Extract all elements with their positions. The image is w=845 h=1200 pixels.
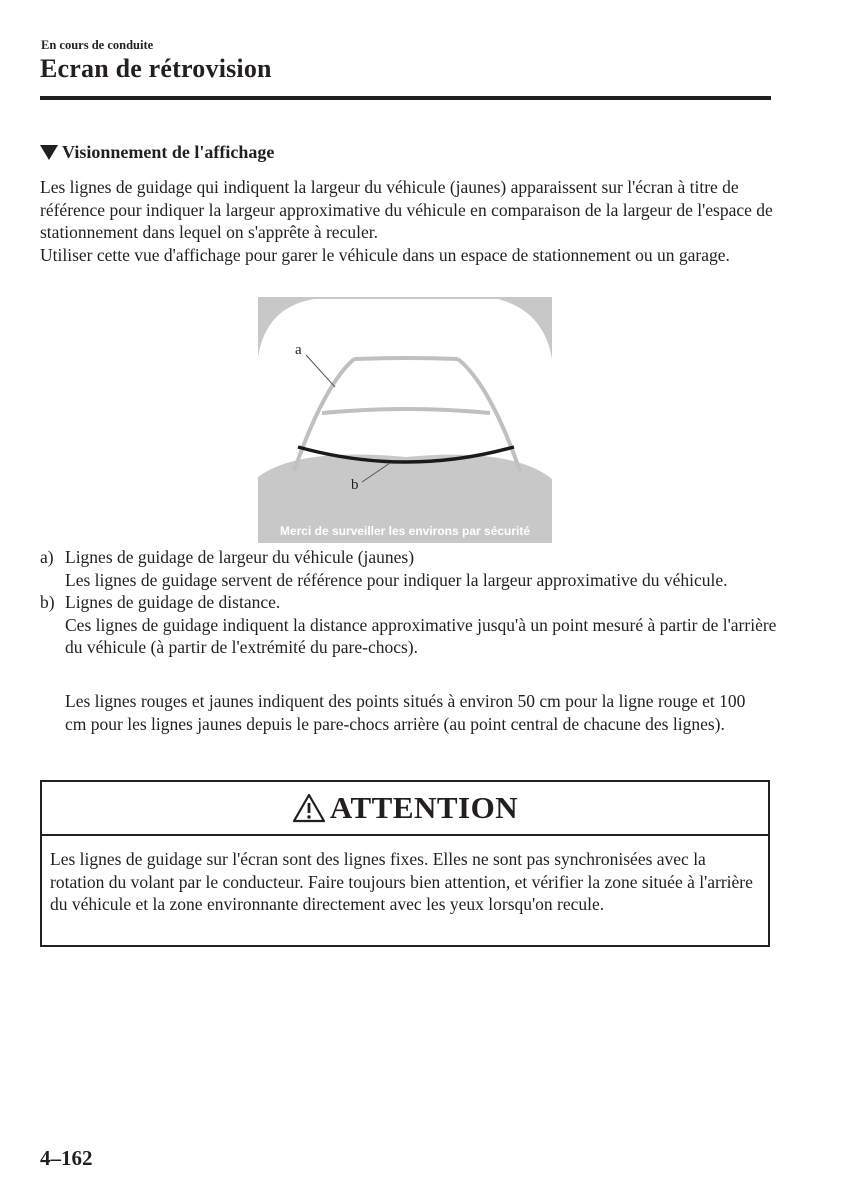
list-marker: a) [40, 547, 54, 567]
warning-title: ATTENTION [329, 790, 519, 825]
list-item-title: Lignes de guidage de largeur du véhicule (jaunes) [65, 547, 415, 567]
list-item [40, 546, 780, 591]
warning-header [42, 782, 768, 836]
note-paragraph: Les lignes rouges et jaunes indiquent des points situés à environ 50 cm pour la ligne rouge et 100 cm pour les lignes jaunes depuis le pare-chocs arrière (au point central de chacune des lignes). [65, 691, 746, 734]
callout-line-a [306, 355, 335, 387]
warning-box [40, 780, 770, 947]
warning-triangle-icon [292, 793, 326, 823]
title-divider [40, 96, 771, 100]
rear-camera-screen [258, 297, 552, 543]
intro-paragraph: Utiliser cette vue d'affichage pour garer le véhicule dans un espace de stationnement ou un garage. [40, 244, 730, 265]
page-title: Ecran de rétrovision [40, 54, 272, 83]
section-label: En cours de conduite [41, 38, 154, 52]
sub-heading-text: Visionnement de l'affichage [62, 142, 275, 162]
list-item-text: Ces lignes de guidage indiquent la distance approximative jusqu'à un point mesuré à partir de l'arrière du véhicule (à partir de l'extrémité du pare-chocs). [65, 614, 777, 657]
screen-background [258, 297, 552, 543]
list-item-title: Lignes de guidage de distance. [65, 592, 281, 612]
screen-message: Merci de surveiller les environs par sécurité [279, 524, 531, 538]
intro-paragraph: Les lignes de guidage qui indiquent la largeur du véhicule (jaunes) apparaissent sur l'écran à titre de référence pour indiquer la largeur approximative du véhicule en comparaison de la largeur de l'espace de stationnement dans lequel on s'apprête à reculer. [40, 177, 773, 242]
guide-line-top [354, 358, 458, 359]
callout-label-b: b [351, 477, 359, 493]
callout-label-a: a [295, 342, 302, 358]
triangle-bullet-icon [40, 145, 58, 160]
list-marker: b) [40, 592, 55, 612]
list-item [40, 591, 780, 659]
list-item-text: Les lignes de guidage servent de référence pour indiquer la largeur approximative du véhicule. [65, 569, 728, 590]
guide-line-middle [322, 409, 490, 413]
legend-list [40, 546, 780, 659]
rear-camera-figure [258, 297, 552, 543]
page-number: 4–162 [40, 1146, 93, 1170]
sub-heading [40, 142, 274, 163]
warning-text: Les lignes de guidage sur l'écran sont des lignes fixes. Elles ne sont pas synchronisées avec la rotation du volant par le conducteur. Faire toujours bien attention, et vérifier la zone située à l'arrière du véhicule et la zone environnante directement avec les yeux lorsqu'on recule. [50, 849, 753, 914]
intro-text [40, 176, 780, 266]
